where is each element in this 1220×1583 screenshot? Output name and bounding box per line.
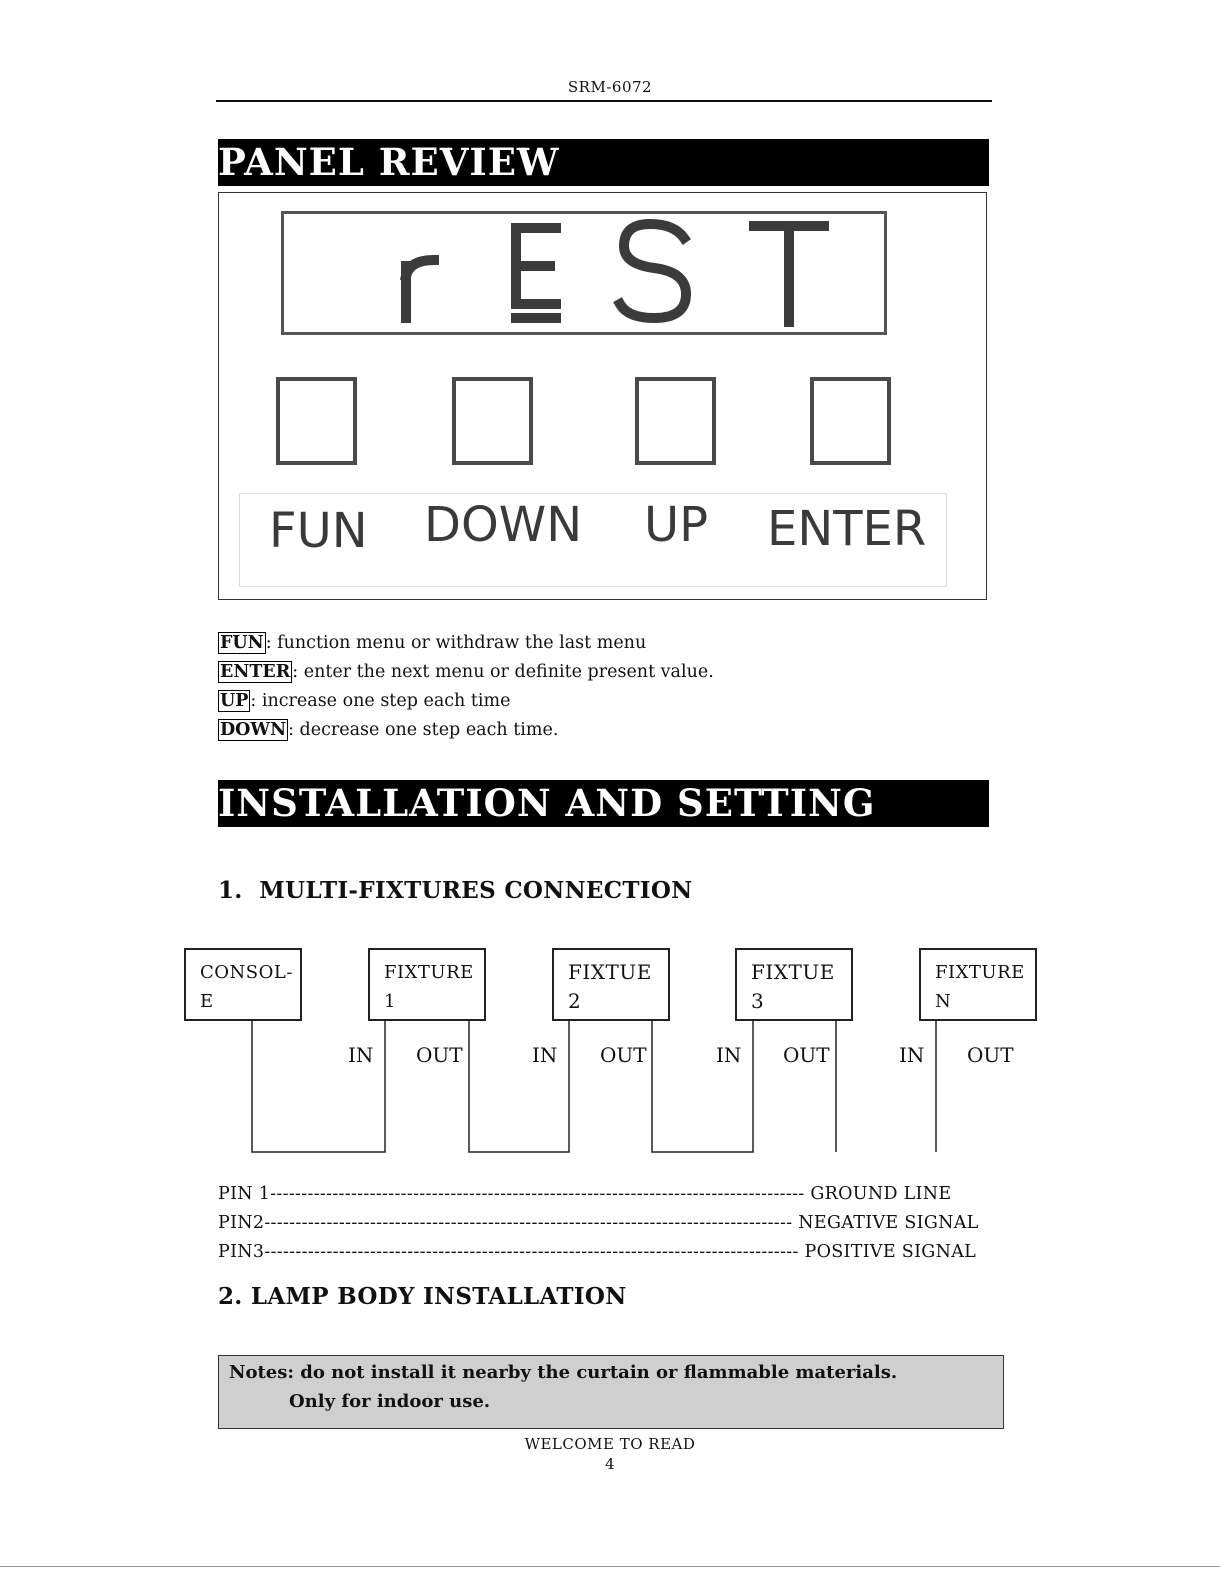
fixture-1-out-label: OUT — [416, 1043, 463, 1067]
device-label: N — [935, 991, 952, 1012]
fixture-3-in-label: IN — [716, 1043, 742, 1067]
up-key-label: UP — [644, 497, 709, 553]
wire-fixture-2-to-fixture-3 — [652, 1021, 753, 1152]
bottom-rule — [0, 1566, 1220, 1567]
description-text: : function menu or withdraw the last menu — [265, 633, 647, 653]
device-label: 2 — [568, 989, 582, 1013]
device-label: FIXTURE — [384, 962, 474, 983]
fixture-2-in-label: IN — [532, 1043, 558, 1067]
fixture-1-box — [368, 948, 486, 1021]
fixture-n-box — [919, 948, 1037, 1021]
term-fun: FUN — [220, 633, 264, 653]
device-label: FIXTUE — [568, 960, 652, 984]
device-label: 3 — [751, 989, 765, 1013]
fixture-2-box — [552, 948, 670, 1021]
device-label: FIXTUE — [751, 960, 835, 984]
description-text: : decrease one step each time. — [288, 720, 559, 740]
term-down: DOWN — [220, 720, 287, 740]
device-label: CONSOL- — [200, 962, 293, 983]
term-up: UP — [220, 691, 249, 711]
document-header: SRM-6072 — [567, 78, 653, 96]
fixture-1-in-label: IN — [348, 1043, 374, 1067]
pin-2-description: PIN2------------------------------------------------------------------------------------- NEGATIVE SIGNAL — [218, 1213, 979, 1233]
notes-box — [218, 1355, 1004, 1429]
device-label: FIXTURE — [935, 962, 1025, 983]
down-key-label: DOWN — [424, 497, 583, 553]
section-heading-installation: INSTALLATION AND SETTING — [218, 780, 989, 827]
pin-3-description: PIN3-------------------------------------------------------------------------------------- POSITIVE SIGNAL — [218, 1242, 977, 1262]
fixture-n-out-label: OUT — [967, 1043, 1014, 1067]
footer-text: WELCOME TO READ — [524, 1435, 696, 1453]
notes-line-2: Only for indoor use. — [289, 1391, 491, 1412]
lamp-body-installation-title: 2. LAMP BODY INSTALLATION — [218, 1283, 627, 1310]
console-box — [184, 948, 302, 1021]
description-text: : enter the next menu or definite present value. — [292, 662, 714, 682]
page-number: 4 — [604, 1455, 616, 1473]
term-enter: ENTER — [220, 662, 291, 682]
device-label: E — [200, 991, 214, 1012]
fun-key-label: FUN — [269, 503, 368, 559]
pin-1-description: PIN 1-------------------------------------------------------------------------------------- GROUND LINE — [218, 1184, 952, 1204]
fixture-3-out-label: OUT — [783, 1043, 830, 1067]
device-label: 1 — [384, 991, 396, 1012]
notes-line-1: Notes: do not install it nearby the curtain or flammable materials. — [229, 1362, 898, 1383]
enter-key-label: ENTER — [767, 501, 927, 557]
fixture-3-box — [735, 948, 853, 1021]
fixture-n-in-label: IN — [899, 1043, 925, 1067]
section-heading-panel-review: PANEL REVIEW — [218, 139, 989, 186]
description-text: : increase one step each time — [250, 691, 511, 711]
multi-fixtures-connection-title: 1. MULTI-FIXTURES CONNECTION — [218, 877, 693, 904]
wire-console-to-fixture-1 — [252, 1021, 385, 1152]
fixture-2-out-label: OUT — [600, 1043, 647, 1067]
wire-fixture-1-to-fixture-2 — [469, 1021, 569, 1152]
